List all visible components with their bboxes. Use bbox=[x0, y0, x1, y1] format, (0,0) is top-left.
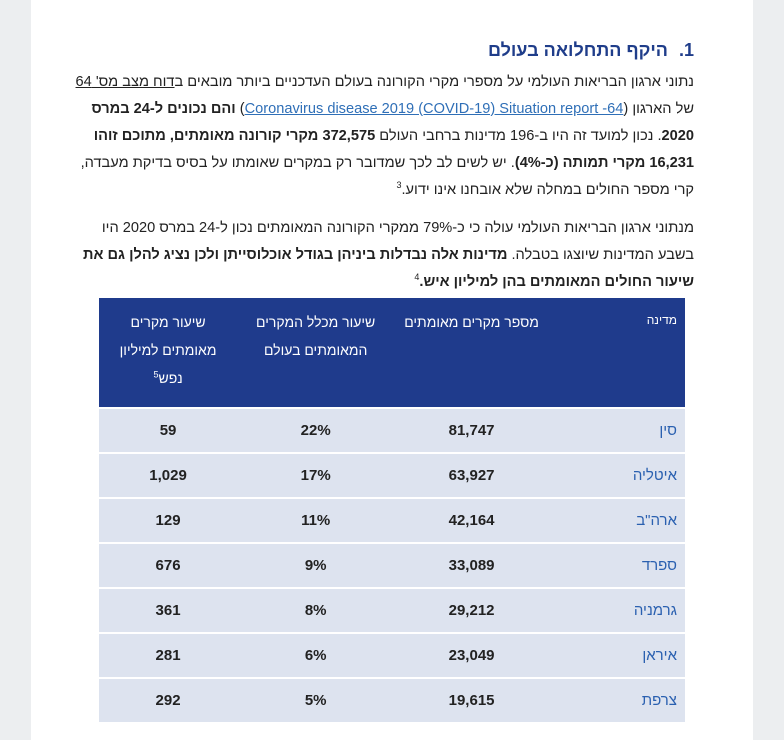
per-million-cell: 59 bbox=[99, 408, 237, 453]
confirmed-cell: 63,927 bbox=[394, 453, 549, 498]
covid-cases-table bbox=[99, 298, 685, 722]
per-million-cell: 281 bbox=[99, 633, 237, 678]
footnote-5[interactable]: 5 bbox=[153, 369, 159, 380]
para1-text-2: של הארגון ( bbox=[623, 101, 694, 117]
table-row bbox=[99, 543, 685, 588]
footnote-4[interactable]: 4 bbox=[414, 272, 420, 283]
share-cell: 8% bbox=[237, 588, 394, 633]
confirmed-cell: 33,089 bbox=[394, 543, 549, 588]
country-cell: איראן bbox=[549, 633, 685, 678]
para1-text-5: . יש לשים לב לכך שמדובר רק במקרים שאומתו על בסיס בדיקת מעבדה, קרי מספר החולים במחלה שלא אובחנו אינו ידוע. bbox=[80, 155, 694, 198]
section-number: 1. bbox=[678, 40, 694, 60]
para2-text: מנתוני ארגון הבריאות העולמי עולה כי כ-79% ממקרי הקורונה המאומתים נכון ל-24 במרס 2020 היו בשבע המדינות שיוצגו בטבלה. bbox=[101, 220, 694, 263]
share-cell: 6% bbox=[237, 633, 394, 678]
header-confirmed: מספר מקרים מאומתים bbox=[394, 298, 549, 408]
table-body bbox=[99, 408, 685, 722]
country-cell: ארה"ב bbox=[549, 498, 685, 543]
table-row bbox=[99, 678, 685, 722]
table-row bbox=[99, 588, 685, 633]
per-million-cell: 292 bbox=[99, 678, 237, 722]
country-cell: איטליה bbox=[549, 453, 685, 498]
table-row bbox=[99, 453, 685, 498]
section-title: היקף התחלואה בעולם bbox=[487, 40, 668, 60]
header-per-million-label: שיעור מקרים מאומתים למיליון נפש bbox=[119, 314, 217, 386]
per-million-cell: 676 bbox=[99, 543, 237, 588]
para1-bold-cases: 372,575 מקרי קורונה מאומתים, מתוכם זוהו 16,231 מקרי תמותה (כ-4%) bbox=[93, 128, 694, 171]
table-row bbox=[99, 498, 685, 543]
country-cell: סין bbox=[549, 408, 685, 453]
confirmed-cell: 29,212 bbox=[394, 588, 549, 633]
confirmed-cell: 81,747 bbox=[394, 408, 549, 453]
table-header-row bbox=[99, 298, 685, 408]
section-heading bbox=[68, 40, 694, 61]
paragraph-1 bbox=[68, 69, 694, 204]
share-cell: 9% bbox=[237, 543, 394, 588]
para1-text-1: נתוני ארגון הבריאות העולמי על מספרי מקרי הקורונה בעולם העדכניים ביותר מובאים ב bbox=[174, 74, 694, 90]
share-cell: 22% bbox=[237, 408, 394, 453]
document-content bbox=[68, 30, 694, 296]
per-million-cell: 1,029 bbox=[99, 453, 237, 498]
table-row bbox=[99, 408, 685, 453]
share-cell: 5% bbox=[237, 678, 394, 722]
per-million-cell: 361 bbox=[99, 588, 237, 633]
header-per-million bbox=[99, 298, 237, 408]
confirmed-cell: 23,049 bbox=[394, 633, 549, 678]
header-share: שיעור מכלל המקרים המאומתים בעולם bbox=[237, 298, 394, 408]
share-cell: 11% bbox=[237, 498, 394, 543]
para1-bold-date: והם נכונים ל-24 במרס 2020 bbox=[91, 101, 694, 144]
para2-bold: מדינות אלה נבדלות ביניהן בגודל אוכלוסייתן ולכן נציג להלן גם את שיעור החולים המאומתים בהן למיליון איש. bbox=[83, 247, 694, 290]
footnote-3[interactable]: 3 bbox=[396, 180, 402, 191]
who-report-link[interactable]: Coronavirus disease 2019 (COVID-19) Situation report -64 bbox=[244, 101, 624, 117]
situation-report-reference[interactable]: דוח מצב מס' 64 bbox=[75, 74, 175, 90]
para1-text-4: . נכון למועד זה היו ב-196 מדינות ברחבי העולם bbox=[375, 128, 662, 144]
confirmed-cell: 19,615 bbox=[394, 678, 549, 722]
country-cell: ספרד bbox=[549, 543, 685, 588]
para1-text-3: ) bbox=[235, 101, 245, 117]
table-row bbox=[99, 633, 685, 678]
country-cell: גרמניה bbox=[549, 588, 685, 633]
confirmed-cell: 42,164 bbox=[394, 498, 549, 543]
per-million-cell: 129 bbox=[99, 498, 237, 543]
paragraph-2 bbox=[68, 215, 694, 296]
header-country: מדינה bbox=[549, 298, 685, 408]
country-cell: צרפת bbox=[549, 678, 685, 722]
share-cell: 17% bbox=[237, 453, 394, 498]
